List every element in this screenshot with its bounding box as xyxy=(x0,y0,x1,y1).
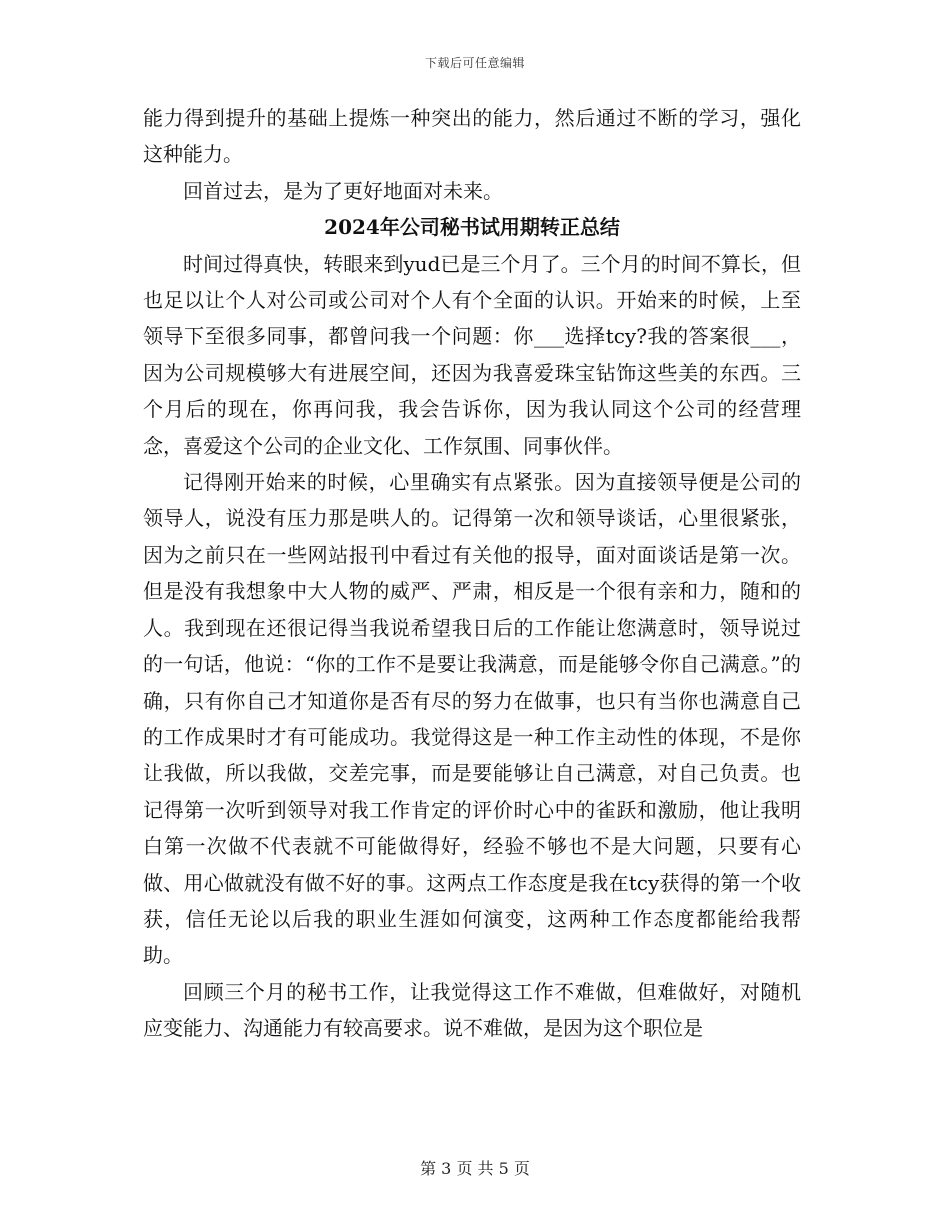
section-title: 2024年公司秘书试用期转正总结 xyxy=(324,215,620,240)
paragraph-3: 回顾三个月的秘书工作，让我觉得这工作不难做，但难做好，对随机应变能力、沟通能力有较高要求。说不难做，是因为这个职位是 xyxy=(143,979,801,1041)
paragraph-1: 时间过得真快，转眼来到yud已是三个月了。三个月的时间不算长，但也足以让个人对公司或公司对个人有个全面的认识。开始来的时候，上至领导下至很多同事，都曾问我一个问题：你___选择tcy?我的答案很___，因为公司规模够大有进展空间，还因为我喜爱珠宝钻饰这些美的东西。三个月后的现在，你再问我，我会告诉你，因为我认同这个公司的经营理念，喜爱这个公司的企业文化、工作氛围、同事伙伴。 xyxy=(143,251,801,458)
page-header: 下载后可任意编辑 xyxy=(424,56,525,70)
paragraph-2: 记得刚开始来的时候，心里确实有点紧张。因为直接领导便是公司的领导人，说没有压力那是哄人的。记得第一次和领导谈话，心里很紧张，因为之前只在一些网站报刊中看过有关他的报导，面对面谈话是第一次。但是没有我想象中大人物的威严、严肃，相反是一个很有亲和力，随和的人。我到现在还很记得当我说希望我日后的工作能让您满意时，领导说过的一句话，他说：“你的工作不是要让我满意，而是能够令你自己满意。”的确，只有你自己才知道你是否有尽的努力在做事，也只有当你也满意自己的工作成果时才有可能成功。我觉得这是一种工作主动性的体现，不是你让我做，所以我做，交差完事，而是要能够让自己满意，对自己负责。也记得第一次听到领导对我工作肯定的评价时心中的雀跃和激励，他让我明白第一次做不代表就不可能做得好，经验不够也不是大问题，只要有心做、用心做就没有做不好的事。这两点工作态度是我在tcy获得的第一个收获，信任无论以后我的职业生涯如何演变，这两种工作态度都能给我帮助。 xyxy=(143,470,801,968)
paragraph-continuation: 能力得到提升的基础上提炼一种突出的能力，然后通过不断的学习，强化这种能力。 xyxy=(143,106,801,167)
document-body xyxy=(143,100,801,1047)
paragraph-review: 回首过去，是为了更好地面对未来。 xyxy=(183,178,503,203)
page-footer: 第 3 页 共 5 页 xyxy=(420,1159,530,1178)
